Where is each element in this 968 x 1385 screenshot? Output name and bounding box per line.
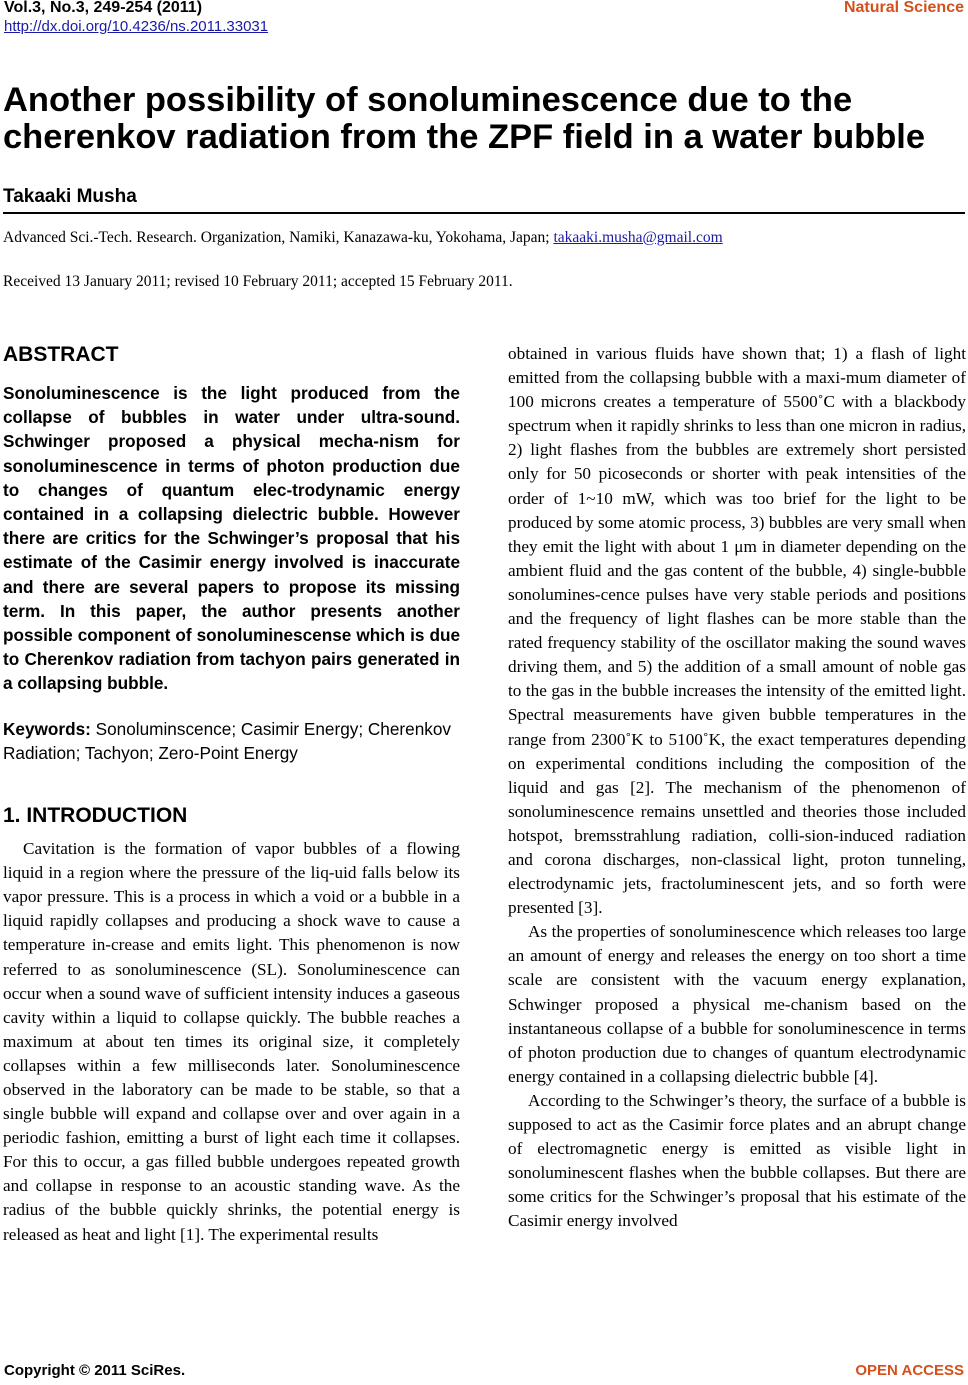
left-column bbox=[3, 342, 460, 1247]
section-heading-introduction: 1. INTRODUCTION bbox=[3, 804, 188, 828]
email-link[interactable]: takaaki.musha@gmail.com bbox=[553, 229, 723, 246]
keywords-label: Keywords: bbox=[3, 718, 91, 739]
keywords bbox=[3, 717, 460, 765]
keywords-list: Sonoluminscence; Casimir Energy; Cherenkov Radiation; Tachyon; Zero-Point Energy bbox=[3, 718, 452, 763]
author-name: Takaaki Musha bbox=[3, 186, 137, 207]
copyright-notice: Copyright © 2011 SciRes. bbox=[4, 1362, 186, 1379]
journal-name: Natural Science bbox=[843, 0, 964, 16]
open-access-label: OPEN ACCESS bbox=[855, 1362, 964, 1379]
abstract-heading: ABSTRACT bbox=[3, 343, 119, 366]
received-dates: Received 13 January 2011; revised 10 February 2011; accepted 15 February 2011. bbox=[3, 273, 513, 290]
volume-info: Vol.3, No.3, 249-254 (2011) bbox=[4, 0, 203, 16]
article-title: Another possibility of sonoluminescence due to the cherenkov radiation from the ZPF field in a water bubble bbox=[3, 81, 926, 156]
intro-paragraph-2: As the properties of sonoluminescence which releases too large an amount of energy and releases the energy on too short a time scale are consistent with the vacuum energy explanation, Schwinger proposed a physical me-chanism based on the instantaneous collapse of a bubble for sonoluminescence in terms of photon production due to changes of quantum electrodynamic energy contained in a collapsing dielectric bubble [4]. bbox=[508, 922, 966, 1086]
affiliation-text: Advanced Sci.-Tech. Research. Organization, Namiki, Kanazawa-ku, Yokohama, Japan; bbox=[3, 229, 554, 246]
title-divider bbox=[3, 212, 965, 214]
intro-paragraph-3: According to the Schwinger’s theory, the surface of a bubble is supposed to act as the Casimir force plates and an abrupt change of electromagnetic energy is emitted as visible light in sonoluminescent flashes when the bubble collapses. But there are some critics for the Schwinger’s proposal that his estimate of the Casimir energy involved bbox=[508, 1090, 966, 1231]
intro-paragraph-1-continued: obtained in various fluids have shown that; 1) a flash of light emitted from the collapsing bubble with a maxi-mum diameter of 100 microns creates a temperature of 5500˚C with a blackbody spectrum when it rapidly shrinks to less than one micron in radius, 2) light flashes from the bubbles are extremely short persisted only for 50 picoseconds or shorter with peak intensities of the order of 1~10 mW, which was too brief for the light to be produced by some atomic process, 3) bubbles are very small when they emit the light with about 1 μm in diameter depending on the ambient fluid and the gas content of the bubble, 4) single-bubble sonolumines-cence pulses have very stable periods and positions and the frequency of light flashes can be more stable than the rated frequency stability of the oscillator making the sound waves driving them, and 5) the addition of a small amount of noble gas to the gas in the bubble increases the intensity of the emitted light. Spectral measurements have given bubble temperatures in the range from 2300˚K to 5100˚K, the exact temperatures depending on experimental conditions including the composition of the liquid and gas [2]. The mechanism of the phenomenon of sonoluminescence remains unsettled and theories those included hotspot, bremsstrahlung radiation, colli-sion-induced radiation and corona discharges, non-classical light, proton tunneling, electrodynamic jets, fractoluminescent jets, and so forth were presented [3]. bbox=[508, 344, 966, 918]
right-column bbox=[508, 342, 966, 1233]
running-header bbox=[4, 0, 268, 36]
abstract-text: Sonoluminescence is the light produced from the collapse of bubbles in water under ultra-sound. Schwinger proposed a physical mecha-nism for sonoluminescence in terms of photon production due to changes of quantum elec-trodynamic energy contained in a collapsing dielectric bubble. However there are critics for the Schwinger’s proposal that his estimate of the Casimir energy involved is inaccurate and there are several papers to propose its missing term. In this paper, the author presents another possible component of sonoluminescense which is due to Cherenkov radiation from tachyon pairs generated in a collapsing bubble. bbox=[3, 383, 460, 694]
affiliation bbox=[3, 229, 723, 247]
intro-paragraph-1: Cavitation is the formation of vapor bubbles of a flowing liquid in a region where the pressure of the liq-uid falls below its vapor pressure. This is a process in which a void or a bubble in a liquid rapidly collapses and producing a shock wave to cause a temperature in-crease and emits light. This phenomenon is now referred to as sonoluminescence (SL). Sonoluminescence can occur when a sound wave of sufficient intensity induces a gaseous cavity within a liquid to collapse quickly. The bubble reaches a maximum at about ten times its original size, it completely collapses within a few milliseconds later. Sonoluminescence observed in the laboratory can be made to be stable, so that a single bubble will expand and collapse over and over again in a periodic fashion, emitting a burst of light each time it collapses. For this to occur, a gas filled bubble undergoes repeated growth and collapse in response to an acoustic standing wave. As the radius of the bubble quickly shrinks, the potential energy is released as heat and light [1]. The experimental results bbox=[3, 839, 460, 1244]
doi-link[interactable]: http://dx.doi.org/10.4236/ns.2011.33031 bbox=[4, 18, 269, 35]
